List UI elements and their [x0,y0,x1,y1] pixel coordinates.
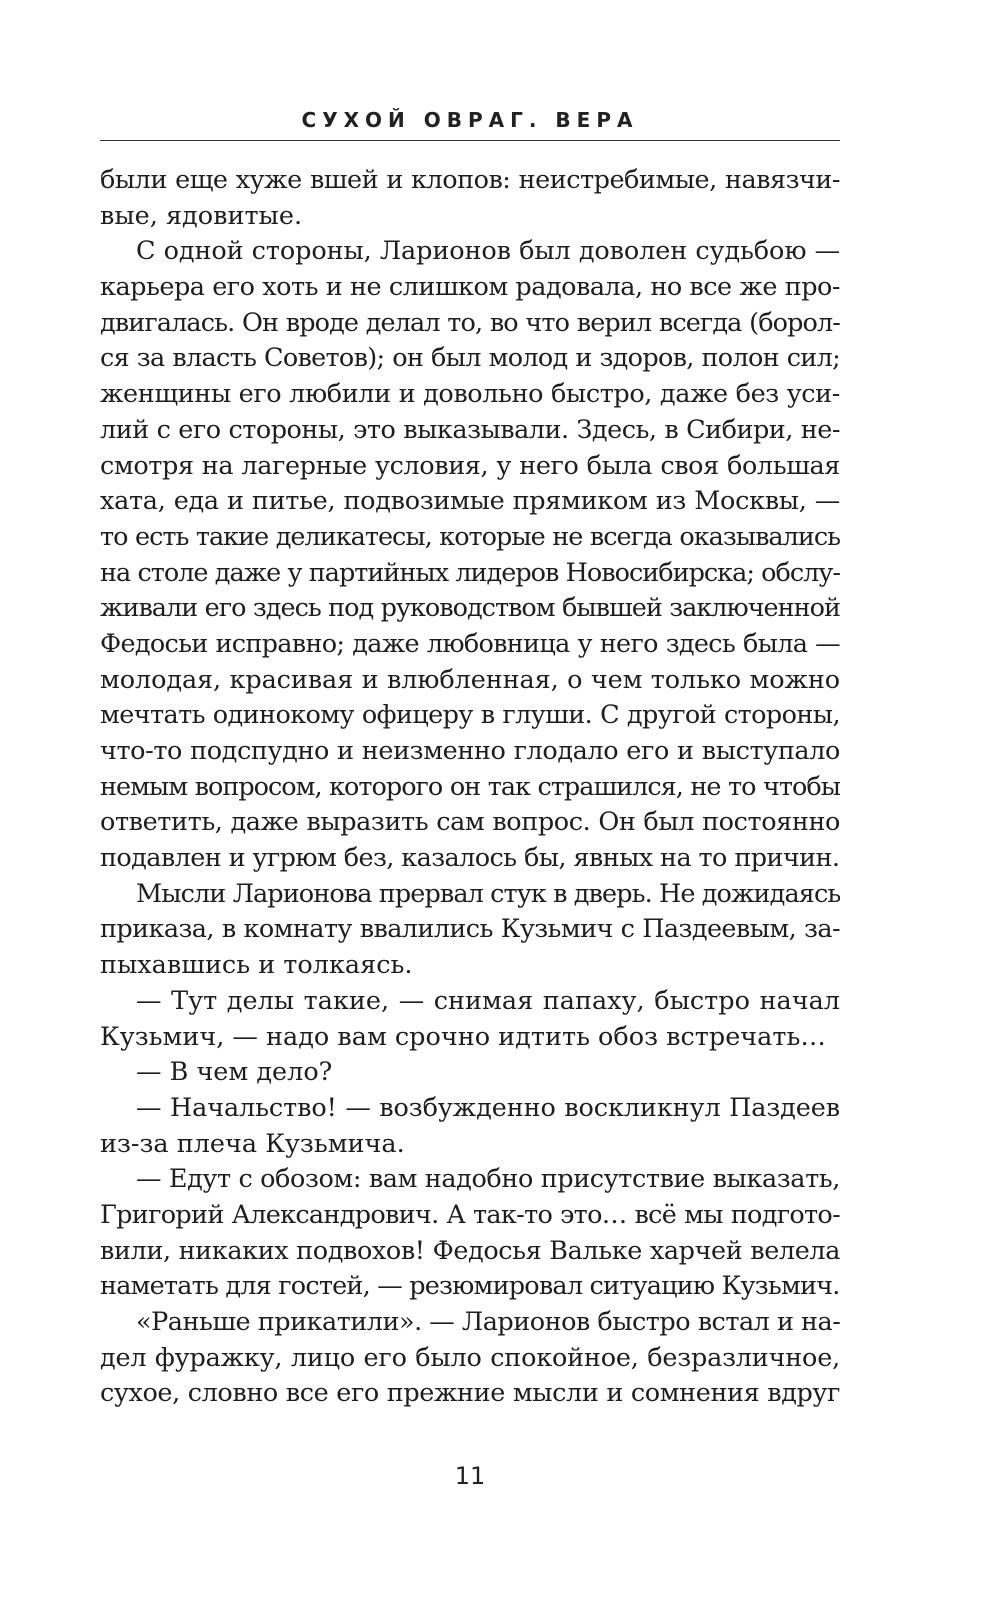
text-line: карьера его хоть и не слишком радовала, но все же про- [100,272,840,303]
text-line: Мысли Ларионова прервал стук в дверь. Не дожидаясь [136,878,840,909]
text-line: вые, ядовитые. [100,200,303,231]
text-line: — Тут делы такие, — снимая папаху, быстро начал [136,985,840,1016]
body-text [100,163,840,1412]
text-line: «Раньше прикатили». — Ларионов быстро встал и на- [136,1307,840,1337]
text-line: немым вопросом, которого он так страшился, не то чтобы [100,771,840,802]
text-line: были еще хуже вшей и клопов: неистребимые, навязчи- [100,165,840,195]
header-rule [100,140,840,141]
text-line: молодая, красивая и влюбленная, о чем только можно [100,664,840,695]
text-line: из-за плеча Кузьмича. [100,1128,405,1159]
text-line: что-то подспудно и неизменно глодало его и выступало [100,736,840,766]
running-head: СУХОЙ ОВРАГ. ВЕРА [301,108,639,132]
text-line: — Едут с обозом: вам надобно присутствие выказать, [136,1164,840,1195]
text-line: ся за власть Советов); он был молод и здоров, полон сил; [100,343,840,374]
text-line: подавлен и угрюм без, казалось бы, явных на то причин. [100,843,840,874]
text-line: С одной стороны, Ларионов был доволен судьбою — [136,236,840,267]
page-number: 11 [454,1462,486,1490]
text-line: хата, еда и питье, подвозимые прямиком из Москвы, — [100,486,840,517]
text-line: — В чем дело? [136,1057,333,1088]
text-line: Федосьи исправно; даже любовница у него здесь была — [100,628,840,659]
text-line: на столе даже у партийных лидеров Новосибирска; обслу- [100,557,840,588]
text-line: приказа, в комнату ввалились Кузьмич с Паздеевым, за- [100,914,840,945]
text-line: мечтать одинокому офицеру в глуши. С другой стороны, [100,700,840,731]
text-line: смотря на лагерные условия, у него была своя большая [100,450,840,481]
text-line: Кузьмич, — надо вам срочно идтить обоз встречать… [100,1021,826,1052]
text-line: пыхавшись и толкаясь. [100,950,413,981]
text-line: ответить, даже выразить сам вопрос. Он был постоянно [100,807,840,838]
text-line: — Начальство! — возбужденно воскликнул Паздеев [136,1092,840,1123]
text-line: то есть такие деликатесы, которые не всегда оказывались [100,521,840,552]
text-line: сухое, словно все его прежние мысли и сомнения вдруг [100,1378,840,1409]
text-line: Григорий Александрович. А так-то это… всё мы подгото- [100,1199,840,1230]
text-line: живали его здесь под руководством бывшей заключенной [100,593,840,624]
text-line: вили, никаких подвохов! Федосья Вальке харчей велела [100,1235,840,1266]
text-line: двигалась. Он вроде делал то, во что верил всегда (борол- [100,307,840,338]
text-line: наметать для гостей, — резюмировал ситуацию Кузьмич. [100,1271,840,1302]
text-line: женщины его любили и довольно быстро, даже без уси- [100,379,840,410]
text-line: дел фуражку, лицо его было спокойное, безразличное, [100,1342,840,1373]
text-line: лий с его стороны, это выказывали. Здесь, в Сибири, не- [100,414,840,445]
